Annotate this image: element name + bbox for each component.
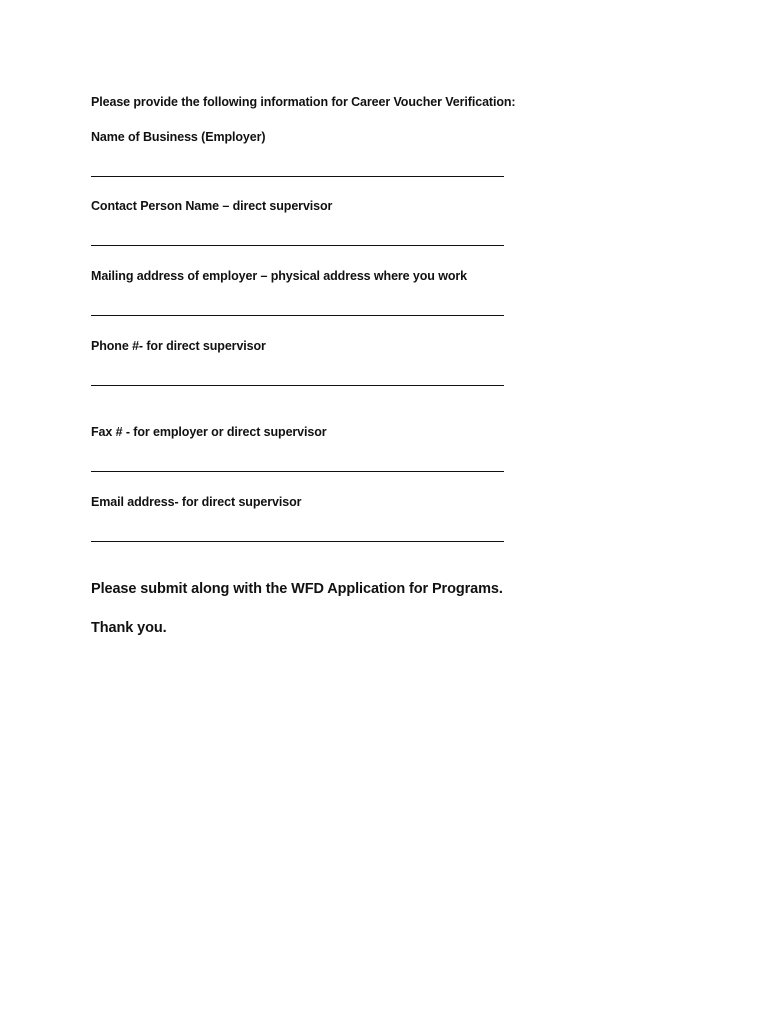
field-label-business-name: Name of Business (Employer)	[91, 130, 266, 144]
field-label-phone: Phone #- for direct supervisor	[91, 339, 266, 353]
field-blank-email[interactable]	[91, 541, 504, 542]
field-label-fax: Fax # - for employer or direct supervisor	[91, 425, 327, 439]
submit-note: Please submit along with the WFD Application for Programs.	[91, 581, 503, 597]
field-blank-fax[interactable]	[91, 471, 504, 472]
field-label-contact-person: Contact Person Name – direct supervisor	[91, 199, 333, 213]
field-blank-mailing-address[interactable]	[91, 315, 504, 316]
field-blank-phone[interactable]	[91, 385, 504, 386]
field-blank-contact-person[interactable]	[91, 245, 504, 246]
intro-text: Please provide the following information for Career Voucher Verification:	[91, 95, 516, 109]
field-blank-business-name[interactable]	[91, 176, 504, 177]
closing-text: Thank you.	[91, 620, 167, 636]
field-label-email: Email address- for direct supervisor	[91, 495, 302, 509]
field-label-mailing-address: Mailing address of employer – physical address where you work	[91, 269, 467, 283]
